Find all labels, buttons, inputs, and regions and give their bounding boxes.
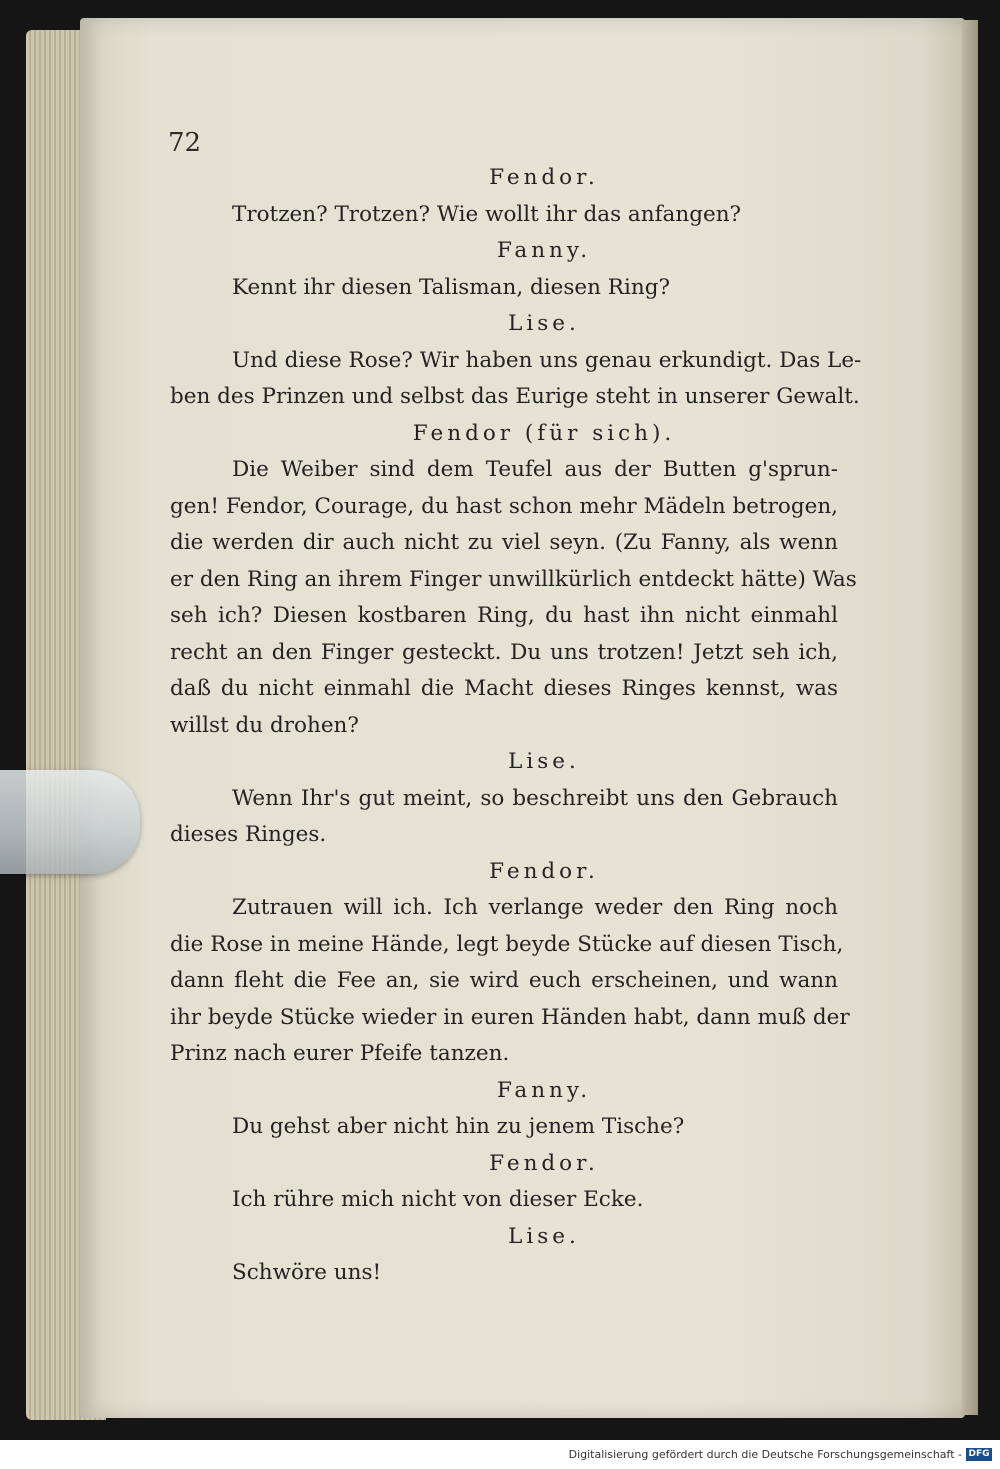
text-line: Prinz nach eurer Pfeife tanzen. [170, 1041, 510, 1066]
text-line: ben des Prinzen und selbst das Eurige steht in unserer Gewalt. [170, 384, 860, 409]
footer-credit: Digitalisierung gefördert durch die Deutsche Forschungsgemeinschaft - [568, 1448, 962, 1461]
speaker-name: Fendor. [489, 165, 599, 190]
text-line: Ich rühre mich nicht von dieser Ecke. [232, 1187, 644, 1212]
text-line: dieses Ringes. [170, 822, 327, 847]
text-line: Und diese Rose? Wir haben uns genau erkundigt. Das Le- [232, 347, 862, 373]
page-text [170, 160, 862, 1292]
text-line: ihr beyde Stücke wieder in euren Händen habt, dann muß der [170, 1004, 850, 1030]
book-spine-edge [962, 20, 978, 1415]
speaker-name: Fendor (für sich). [412, 420, 676, 446]
text-line: daß du nicht einmahl die Macht dieses Ringes kennst, was [170, 676, 838, 701]
speaker-name: Lise. [508, 1223, 580, 1249]
text-line: er den Ring an ihrem Finger unwillkürlich entdeckt hätte) Was [170, 566, 857, 592]
speaker-name: Fanny. [496, 238, 592, 263]
text-line: gen! Fendor, Courage, du hast schon mehr Mädeln betrogen, [170, 493, 838, 519]
footer-bar [0, 1440, 1000, 1469]
text-line: die Rose in meine Hände, legt beyde Stücke auf diesen Tisch, [170, 931, 844, 957]
text-line: seh ich? Diesen kostbaren Ring, du hast ihn nicht einmahl [170, 603, 838, 628]
text-line: Kennt ihr diesen Talisman, diesen Ring? [232, 274, 671, 300]
page-clip-tab [0, 770, 140, 874]
page-number: 72 [168, 128, 202, 158]
speaker-name: Lise. [508, 749, 580, 774]
dfg-logo-icon: DFG [966, 1448, 992, 1461]
text-line: Zutrauen will ich. Ich verlange weder den Ring noch [232, 895, 838, 920]
text-line: Die Weiber sind dem Teufel aus der Butten g'sprun- [232, 457, 838, 482]
text-line: willst du drohen? [170, 712, 359, 738]
speaker-name: Lise. [508, 311, 580, 336]
text-line: Trotzen? Trotzen? Wie wollt ihr das anfangen? [232, 201, 742, 227]
text-line: Du gehst aber nicht hin zu jenem Tische? [232, 1114, 685, 1139]
text-line: Schwöre uns! [232, 1260, 382, 1285]
text-line: Wenn Ihr's gut meint, so beschreibt uns den Gebrauch [232, 785, 838, 811]
speaker-name: Fanny. [496, 1077, 592, 1103]
speaker-name: Fendor. [489, 858, 599, 884]
text-line: recht an den Finger gesteckt. Du uns trotzen! Jetzt seh ich, [170, 639, 838, 665]
text-line: dann fleht die Fee an, sie wird euch erscheinen, und wann [170, 968, 838, 993]
speaker-name: Fendor. [489, 1150, 599, 1176]
text-line: die werden dir auch nicht zu viel seyn. (Zu Fanny, als wenn [170, 530, 838, 555]
